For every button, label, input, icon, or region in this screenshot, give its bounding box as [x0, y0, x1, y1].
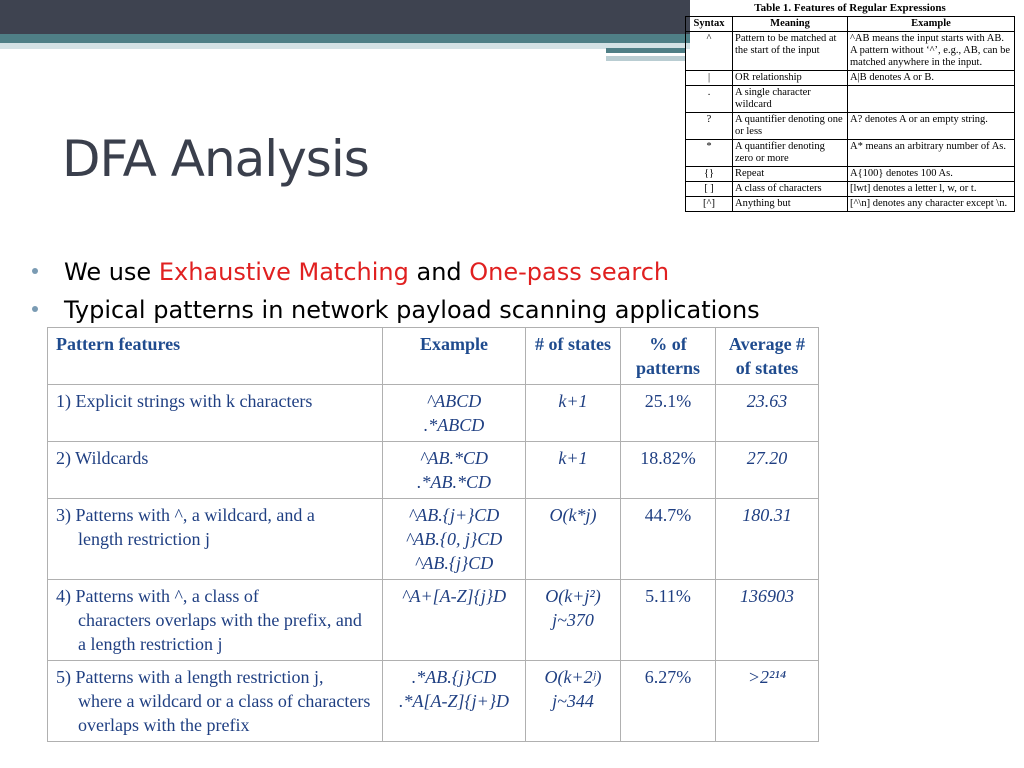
header-pct-patterns: % of patterns [621, 328, 716, 385]
header-bar-teal [0, 34, 690, 43]
header-num-states: # of states [526, 328, 621, 385]
table-row: [^] Anything but [^\n] denotes any character except \n. [686, 197, 1015, 212]
table-row: 5) Patterns with a length restriction j, where a wildcard or a class of characters overlaps with the prefix .*AB.{j}CD .*A[A-Z]{j+}D O(k+2ʲ) j~344 6.27% >2²¹⁴ [48, 661, 819, 742]
bullet-dot-icon [32, 306, 38, 312]
decorative-lines [606, 48, 686, 64]
table-row: ? A quantifier denoting one or less A? denotes A or an empty string. [686, 113, 1015, 140]
header-pattern-features: Pattern features [48, 328, 383, 385]
bullet-item: Typical patterns in network payload scanning applications [32, 292, 732, 330]
ref-header-meaning: Meaning [733, 17, 848, 32]
table-row: {} Repeat A{100} denotes 100 As. [686, 167, 1015, 182]
regex-features-table [685, 2, 1015, 212]
table-row: 4) Patterns with ^, a class of characters overlaps with the prefix, and a length restriction j ^A+[A-Z]{j}D O(k+j²) j~370 5.11% 136903 [48, 580, 819, 661]
table-row: ^ Pattern to be matched at the start of the input ^AB means the input starts with AB. A pattern without ‘^’, e.g., AB, can be matched anywhere in the input. [686, 32, 1015, 71]
ref-header-example: Example [848, 17, 1015, 32]
header-avg-states: Average # of states [716, 328, 819, 385]
highlight-exhaustive-matching: Exhaustive Matching [158, 258, 409, 286]
bullet-list [32, 254, 760, 330]
highlight-one-pass-search: One-pass search [469, 258, 670, 286]
header-example: Example [383, 328, 526, 385]
pattern-features-table [47, 327, 819, 742]
table-row: [ ] A class of characters [lwt] denotes a letter l, w, or t. [686, 182, 1015, 197]
header-bar-light [0, 43, 690, 49]
header-bar-dark [0, 0, 690, 34]
slide-title: DFA Analysis [62, 130, 369, 188]
table-row: . A single character wildcard [686, 86, 1015, 113]
bullet-dot-icon [32, 268, 38, 274]
table-row: 1) Explicit strings with k characters ^ABCD .*ABCD k+1 25.1% 23.63 [48, 385, 819, 442]
table-caption: Table 1. Features of Regular Expressions [754, 2, 946, 14]
ref-header-syntax: Syntax [686, 17, 733, 32]
table-row: 3) Patterns with ^, a wildcard, and a length restriction j ^AB.{j+}CD ^AB.{0, j}CD ^AB.{j}CD O(k*j) 44.7% 180.31 [48, 499, 819, 580]
table-row: 2) Wildcards ^AB.*CD .*AB.*CD k+1 18.82% 27.20 [48, 442, 819, 499]
table-row: * A quantifier denoting zero or more A* means an arbitrary number of As. [686, 140, 1015, 167]
bullet-item: We use Exhaustive Matching and One-pass search [32, 254, 732, 292]
table-row: | OR relationship A|B denotes A or B. [686, 71, 1015, 86]
